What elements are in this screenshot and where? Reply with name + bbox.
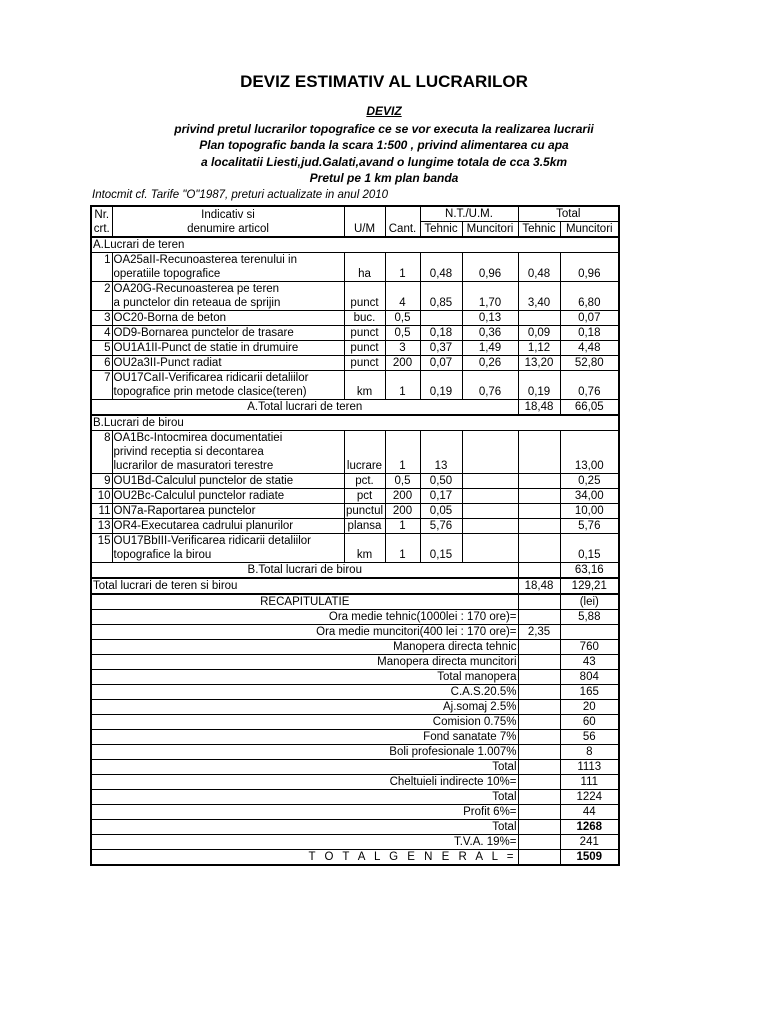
item-description: lucrarilor de masuratori terestre	[112, 459, 344, 474]
recap-value: 111	[560, 775, 619, 790]
item-total-tehnic	[518, 489, 560, 504]
item-nt-tehnic: 0,50	[420, 474, 462, 489]
item-quantity: 200	[385, 504, 420, 519]
grand-total-tehnic: 18,48	[518, 578, 560, 594]
item-nt-muncitori	[462, 474, 518, 489]
item-quantity: 1	[385, 548, 420, 563]
recap-value: 804	[560, 670, 619, 685]
item-description: OA20G-Recunoasterea pe teren	[112, 282, 344, 297]
header-nt-muncitori: Muncitori	[462, 222, 518, 238]
recap-row	[91, 805, 619, 820]
item-number: 1	[91, 253, 112, 268]
table-cell	[518, 282, 560, 297]
recap-value	[560, 625, 619, 640]
section-total-row	[91, 400, 619, 416]
item-total-tehnic: 1,12	[518, 341, 560, 356]
item-total-muncitori: 10,00	[560, 504, 619, 519]
table-cell	[91, 267, 112, 282]
item-number: 4	[91, 326, 112, 341]
table-row	[91, 504, 619, 519]
recap-label: Fond sanatate 7%	[91, 730, 518, 745]
item-total-tehnic	[518, 474, 560, 489]
recap-label: Manopera directa muncitori	[91, 655, 518, 670]
table-cell	[91, 548, 112, 563]
item-unit: lucrare	[344, 459, 385, 474]
header-nr: Nr.	[91, 206, 112, 222]
item-description: OA1Bc-Intocmirea documentatiei	[112, 431, 344, 446]
section-label: A.Lucrari de teren	[91, 237, 619, 253]
item-unit: pct	[344, 489, 385, 504]
item-total-tehnic: 0,19	[518, 385, 560, 400]
recap-label: T O T A L G E N E R A L =	[91, 850, 518, 866]
table-cell	[344, 282, 385, 297]
item-description: topografice la birou	[112, 548, 344, 563]
item-unit: punct	[344, 326, 385, 341]
item-nt-tehnic	[420, 311, 462, 326]
table-cell	[344, 371, 385, 386]
item-total-tehnic	[518, 311, 560, 326]
recap-tehnic	[518, 775, 560, 790]
section-total-tehnic: 18,48	[518, 400, 560, 416]
table-row	[91, 459, 619, 474]
item-total-muncitori: 4,48	[560, 341, 619, 356]
recap-value: 43	[560, 655, 619, 670]
recap-title: RECAPITULATIE	[91, 594, 518, 610]
item-description: OU2a3II-Punct radiat	[112, 356, 344, 371]
item-number: 3	[91, 311, 112, 326]
recap-row	[91, 760, 619, 775]
table-row	[91, 326, 619, 341]
table-row	[91, 445, 619, 459]
document-title: DEVIZ ESTIMATIV AL LUCRARILOR	[240, 72, 528, 91]
item-quantity: 3	[385, 341, 420, 356]
table-cell	[462, 371, 518, 386]
table-cell	[420, 445, 462, 459]
item-total-muncitori: 0,07	[560, 311, 619, 326]
table-cell	[560, 431, 619, 446]
recap-tehnic	[518, 700, 560, 715]
item-number: 10	[91, 489, 112, 504]
recap-value: 1268	[560, 820, 619, 835]
recap-row	[91, 775, 619, 790]
table-cell	[462, 534, 518, 549]
recap-tehnic	[518, 850, 560, 866]
table-cell	[344, 534, 385, 549]
item-unit: km	[344, 385, 385, 400]
item-number: 8	[91, 431, 112, 446]
table-cell	[560, 445, 619, 459]
table-cell	[420, 534, 462, 549]
item-unit: km	[344, 548, 385, 563]
item-total-muncitori: 6,80	[560, 296, 619, 311]
recap-label: Cheltuieli indirecte 10%=	[91, 775, 518, 790]
item-unit: plansa	[344, 519, 385, 534]
item-description: OA25aII-Recunoasterea terenului in	[112, 253, 344, 268]
header-total-muncitori: Muncitori	[560, 222, 619, 238]
item-nt-muncitori	[462, 504, 518, 519]
estimate-table	[90, 205, 620, 866]
item-nt-tehnic: 0,05	[420, 504, 462, 519]
item-total-tehnic	[518, 504, 560, 519]
recap-tehnic	[518, 730, 560, 745]
item-number: 15	[91, 534, 112, 549]
table-row	[91, 489, 619, 504]
table-row	[91, 282, 619, 297]
item-total-tehnic	[518, 519, 560, 534]
recap-value: 5,88	[560, 610, 619, 625]
item-total-tehnic: 3,40	[518, 296, 560, 311]
recap-value: 8	[560, 745, 619, 760]
table-row	[91, 548, 619, 563]
recap-label: C.A.S.20.5%	[91, 685, 518, 700]
recap-row	[91, 745, 619, 760]
recap-label: Total	[91, 760, 518, 775]
recap-tehnic	[518, 685, 560, 700]
item-quantity: 4	[385, 296, 420, 311]
recap-tehnic	[518, 805, 560, 820]
recap-label: Comision 0.75%	[91, 715, 518, 730]
recap-value: 44	[560, 805, 619, 820]
recap-value: 1224	[560, 790, 619, 805]
table-row	[91, 253, 619, 268]
item-nt-tehnic: 0,15	[420, 548, 462, 563]
grand-total-label: Total lucrari de teren si birou	[91, 578, 518, 594]
section-total-tehnic	[518, 563, 560, 579]
item-number: 13	[91, 519, 112, 534]
table-row	[91, 267, 619, 282]
recap-row	[91, 790, 619, 805]
header-total-tehnic: Tehnic	[518, 222, 560, 238]
table-body	[91, 237, 619, 865]
item-quantity: 200	[385, 356, 420, 371]
item-number: 6	[91, 356, 112, 371]
grand-total-row	[91, 578, 619, 594]
recap-tehnic	[518, 670, 560, 685]
recap-label: T.V.A. 19%=	[91, 835, 518, 850]
item-description: ON7a-Raportarea punctelor	[112, 504, 344, 519]
tariff-note: Intocmit cf. Tarife "O"1987, preturi actualizate in anul 2010	[92, 189, 389, 201]
section-header-row	[91, 415, 619, 431]
recap-value: 56	[560, 730, 619, 745]
table-row	[91, 474, 619, 489]
recap-row	[91, 820, 619, 835]
item-quantity: 0,5	[385, 326, 420, 341]
table-cell	[462, 282, 518, 297]
section-label: B.Lucrari de birou	[91, 415, 619, 431]
recap-row	[91, 640, 619, 655]
section-total-muncitori: 63,16	[560, 563, 619, 579]
item-description: OU2Bc-Calculul punctelor radiate	[112, 489, 344, 504]
table-cell	[518, 534, 560, 549]
description-line: Plan topografic banda la scara 1:500 , privind alimentarea cu apa	[199, 138, 569, 152]
description-line: Pretul pe 1 km plan banda	[309, 171, 459, 185]
recap-tehnic	[518, 835, 560, 850]
grand-total-muncitori: 129,21	[560, 578, 619, 594]
table-cell	[91, 296, 112, 311]
item-description: a punctelor din reteaua de sprijin	[112, 296, 344, 311]
table-cell	[560, 534, 619, 549]
item-total-muncitori: 52,80	[560, 356, 619, 371]
item-nt-tehnic: 0,17	[420, 489, 462, 504]
recap-unit: (lei)	[560, 594, 619, 610]
item-total-muncitori: 5,76	[560, 519, 619, 534]
item-total-muncitori: 0,25	[560, 474, 619, 489]
item-nt-muncitori	[462, 519, 518, 534]
item-total-tehnic: 13,20	[518, 356, 560, 371]
item-nt-muncitori: 0,36	[462, 326, 518, 341]
table-row	[91, 519, 619, 534]
recap-row	[91, 850, 619, 866]
item-nt-tehnic: 0,85	[420, 296, 462, 311]
table-row	[91, 534, 619, 549]
table-cell	[518, 253, 560, 268]
table-row	[91, 431, 619, 446]
item-number: 5	[91, 341, 112, 356]
recap-label: Manopera directa tehnic	[91, 640, 518, 655]
recap-row	[91, 685, 619, 700]
item-unit: punct	[344, 341, 385, 356]
header-um: U/M	[344, 222, 385, 238]
item-unit: punct	[344, 356, 385, 371]
recap-label: Ora medie tehnic(1000lei : 170 ore)=	[91, 610, 518, 625]
recap-value: 1509	[560, 850, 619, 866]
description-line: privind pretul lucrarilor topografice ce se vor executa la realizarea lucrarii	[174, 122, 594, 136]
item-unit: buc.	[344, 311, 385, 326]
item-nt-muncitori	[462, 548, 518, 563]
item-description: privind receptia si decontarea	[112, 445, 344, 459]
item-description: OC20-Borna de beton	[112, 311, 344, 326]
item-description: OU1Bd-Calculul punctelor de statie	[112, 474, 344, 489]
section-header-row	[91, 237, 619, 253]
item-description: OU17BbIII-Verificarea ridicarii detaliilor	[112, 534, 344, 549]
item-total-tehnic: 0,48	[518, 267, 560, 282]
table-row	[91, 311, 619, 326]
item-total-muncitori: 34,00	[560, 489, 619, 504]
table-row	[91, 371, 619, 386]
section-total-muncitori: 66,05	[560, 400, 619, 416]
recap-value: 760	[560, 640, 619, 655]
header-indicativ: Indicativ si	[112, 206, 344, 222]
table-cell	[420, 253, 462, 268]
item-total-tehnic	[518, 548, 560, 563]
header-cant: Cant.	[385, 222, 420, 238]
table-row	[91, 385, 619, 400]
recap-row	[91, 730, 619, 745]
item-total-muncitori: 0,76	[560, 385, 619, 400]
item-total-muncitori: 0,15	[560, 548, 619, 563]
table-cell	[560, 371, 619, 386]
document-subtitle: DEVIZ	[366, 104, 402, 118]
table-cell	[462, 253, 518, 268]
table-cell	[91, 385, 112, 400]
table-row	[91, 341, 619, 356]
table-cell	[385, 282, 420, 297]
item-nt-muncitori: 1,49	[462, 341, 518, 356]
item-quantity: 0,5	[385, 474, 420, 489]
section-total-label: B.Total lucrari de birou	[91, 563, 518, 579]
item-description: operatiile topografice	[112, 267, 344, 282]
table-cell	[385, 371, 420, 386]
table-cell	[344, 445, 385, 459]
recap-label: Total manopera	[91, 670, 518, 685]
recap-tehnic	[518, 715, 560, 730]
recap-label: Total	[91, 820, 518, 835]
item-nt-muncitori	[462, 489, 518, 504]
recap-tehnic	[518, 760, 560, 775]
recap-value: 165	[560, 685, 619, 700]
item-nt-muncitori: 0,26	[462, 356, 518, 371]
item-unit: ha	[344, 267, 385, 282]
header-nt-tehnic: Tehnic	[420, 222, 462, 238]
recap-label: Aj.somaj 2.5%	[91, 700, 518, 715]
item-nt-muncitori: 0,96	[462, 267, 518, 282]
item-quantity: 1	[385, 385, 420, 400]
recap-tehnic	[518, 790, 560, 805]
item-total-muncitori: 0,18	[560, 326, 619, 341]
header-denumire: denumire articol	[112, 222, 344, 238]
table-cell	[91, 459, 112, 474]
item-nt-muncitori: 0,13	[462, 311, 518, 326]
table-cell	[344, 253, 385, 268]
item-quantity: 1	[385, 267, 420, 282]
item-total-muncitori: 13,00	[560, 459, 619, 474]
table-cell	[91, 445, 112, 459]
item-nt-tehnic: 0,19	[420, 385, 462, 400]
recap-row	[91, 655, 619, 670]
table-cell	[518, 445, 560, 459]
item-description: OD9-Bornarea punctelor de trasare	[112, 326, 344, 341]
recap-tehnic	[518, 655, 560, 670]
item-description: topografice prin metode clasice(teren)	[112, 385, 344, 400]
recap-label: Ora medie muncitori(400 lei : 170 ore)=	[91, 625, 518, 640]
header-nt-um: N.T./U.M.	[420, 206, 518, 222]
item-number: 9	[91, 474, 112, 489]
table-header	[91, 206, 619, 237]
item-nt-tehnic: 0,48	[420, 267, 462, 282]
table-cell	[560, 253, 619, 268]
table-row	[91, 356, 619, 371]
recap-row	[91, 700, 619, 715]
table-cell	[420, 431, 462, 446]
recap-value: 241	[560, 835, 619, 850]
recap-row	[91, 835, 619, 850]
item-description: OU1A1II-Punct de statie in drumuire	[112, 341, 344, 356]
recap-row	[91, 625, 619, 640]
item-unit: punctul	[345, 505, 384, 517]
recap-row	[91, 670, 619, 685]
item-total-tehnic: 0,09	[518, 326, 560, 341]
item-number: 2	[91, 282, 112, 297]
item-quantity: 200	[385, 489, 420, 504]
recap-tehnic	[518, 745, 560, 760]
header-crt: crt.	[91, 222, 112, 238]
item-total-muncitori: 0,96	[560, 267, 619, 282]
table-cell	[462, 445, 518, 459]
item-nt-muncitori: 0,76	[462, 385, 518, 400]
table-cell	[420, 371, 462, 386]
item-number: 7	[91, 371, 112, 386]
table-cell	[518, 431, 560, 446]
item-total-tehnic	[518, 459, 560, 474]
item-number: 11	[91, 504, 112, 519]
item-nt-muncitori: 1,70	[462, 296, 518, 311]
table-cell	[385, 534, 420, 549]
recap-row	[91, 610, 619, 625]
item-nt-tehnic: 13	[420, 459, 462, 474]
item-nt-tehnic: 0,18	[420, 326, 462, 341]
recap-value: 1113	[560, 760, 619, 775]
table-cell	[385, 253, 420, 268]
table-cell	[344, 431, 385, 446]
section-total-row	[91, 563, 619, 579]
recap-tehnic: 2,35	[518, 625, 560, 640]
section-total-label: A.Total lucrari de teren	[91, 400, 518, 416]
item-unit: punct	[344, 296, 385, 311]
item-nt-tehnic: 5,76	[420, 519, 462, 534]
item-quantity: 0,5	[385, 311, 420, 326]
recap-tehnic	[518, 640, 560, 655]
recap-label: Total	[91, 790, 518, 805]
header-total: Total	[518, 206, 619, 222]
item-nt-tehnic: 0,07	[420, 356, 462, 371]
item-description: OR4-Executarea cadrului planurilor	[112, 519, 344, 534]
table-cell	[385, 445, 420, 459]
item-nt-tehnic: 0,37	[420, 341, 462, 356]
item-nt-muncitori	[462, 459, 518, 474]
table-row	[91, 296, 619, 311]
table-cell	[420, 282, 462, 297]
recap-tehnic	[518, 820, 560, 835]
table-cell	[518, 371, 560, 386]
table-cell	[462, 431, 518, 446]
recap-row	[91, 715, 619, 730]
table-cell	[518, 594, 560, 610]
table-cell	[560, 282, 619, 297]
recap-tehnic	[518, 610, 560, 625]
item-description: OU17CaII-Verificarea ridicarii detaliilor	[112, 371, 344, 386]
item-unit: pct.	[344, 474, 385, 489]
item-quantity: 1	[385, 519, 420, 534]
recap-label: Profit 6%=	[91, 805, 518, 820]
item-quantity: 1	[385, 459, 420, 474]
recap-header-row	[91, 594, 619, 610]
recap-label: Boli profesionale 1.007%	[91, 745, 518, 760]
description-line: a localitatii Liesti,jud.Galati,avand o lungime totala de cca 3.5km	[200, 155, 568, 169]
recap-value: 60	[560, 715, 619, 730]
recap-value: 20	[560, 700, 619, 715]
table-cell	[385, 431, 420, 446]
